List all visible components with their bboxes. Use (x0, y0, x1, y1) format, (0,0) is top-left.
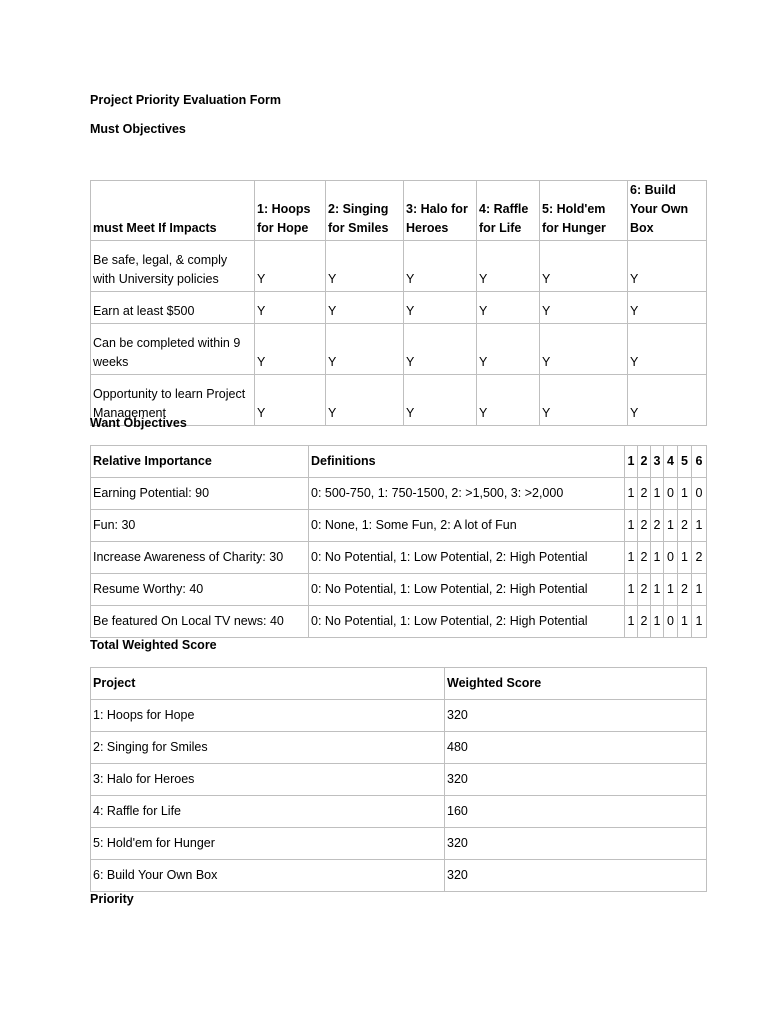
column-header: 4 (664, 446, 678, 478)
table-cell: Y (255, 292, 326, 324)
table-cell: Y (404, 375, 477, 426)
project-cell: 4: Raffle for Life (91, 796, 445, 828)
score-cell: 0 (664, 542, 678, 574)
column-header: 1 (625, 446, 638, 478)
score-cell: 1 (678, 606, 692, 638)
definition-cell: 0: No Potential, 1: Low Potential, 2: High Potential (309, 574, 625, 606)
table-cell: Y (477, 292, 540, 324)
weighted-score-cell: 320 (445, 764, 707, 796)
column-header: must Meet If Impacts (91, 181, 255, 241)
must-objectives-heading: Must Objectives (90, 122, 186, 136)
table-cell: Y (628, 324, 707, 375)
table-row (91, 542, 707, 574)
objective-label: Can be completed within 9 weeks (91, 324, 255, 375)
table-row (91, 732, 707, 764)
want-objectives-table (90, 445, 707, 638)
table-cell: Y (326, 324, 404, 375)
weighted-score-cell: 160 (445, 796, 707, 828)
column-header: Relative Importance (91, 446, 309, 478)
score-cell: 1 (692, 510, 707, 542)
score-cell: 1 (664, 574, 678, 606)
score-cell: 2 (678, 510, 692, 542)
score-cell: 1 (651, 574, 664, 606)
objective-label: Earn at least $500 (91, 292, 255, 324)
table-cell: Y (628, 241, 707, 292)
table-row (91, 606, 707, 638)
table-row (91, 478, 707, 510)
project-cell: 5: Hold'em for Hunger (91, 828, 445, 860)
score-cell: 2 (651, 510, 664, 542)
score-cell: 2 (638, 542, 651, 574)
column-header: 2: Singing for Smiles (326, 181, 404, 241)
column-header: 6: Build Your Own Box (628, 181, 707, 241)
table-row (91, 860, 707, 892)
table-row (91, 241, 707, 292)
table-cell: Y (540, 375, 628, 426)
table-cell: Y (255, 241, 326, 292)
column-header: 3 (651, 446, 664, 478)
weighted-score-cell: 320 (445, 700, 707, 732)
table-row (91, 700, 707, 732)
objective-label: Opportunity to learn Project Management (91, 375, 255, 426)
table-row (91, 828, 707, 860)
table-cell: Y (540, 292, 628, 324)
table-header-row (91, 668, 707, 700)
score-cell: 0 (664, 478, 678, 510)
score-cell: 1 (651, 542, 664, 574)
importance-cell: Increase Awareness of Charity: 30 (91, 542, 309, 574)
importance-cell: Earning Potential: 90 (91, 478, 309, 510)
table-row (91, 510, 707, 542)
importance-cell: Resume Worthy: 40 (91, 574, 309, 606)
table-row (91, 574, 707, 606)
table-cell: Y (628, 292, 707, 324)
column-header: 1: Hoops for Hope (255, 181, 326, 241)
score-cell: 2 (678, 574, 692, 606)
weighted-score-cell: 320 (445, 860, 707, 892)
weighted-score-cell: 320 (445, 828, 707, 860)
project-cell: 6: Build Your Own Box (91, 860, 445, 892)
score-cell: 1 (625, 478, 638, 510)
table-cell: Y (255, 324, 326, 375)
table-cell: Y (326, 241, 404, 292)
score-cell: 2 (638, 606, 651, 638)
score-cell: 1 (692, 574, 707, 606)
score-cell: 1 (678, 542, 692, 574)
importance-cell: Be featured On Local TV news: 40 (91, 606, 309, 638)
table-cell: Y (477, 375, 540, 426)
table-header-row (91, 181, 707, 241)
table-cell: Y (477, 324, 540, 375)
document-title: Project Priority Evaluation Form (90, 93, 282, 107)
table-row (91, 324, 707, 375)
table-row (91, 764, 707, 796)
score-cell: 2 (638, 478, 651, 510)
score-cell: 1 (625, 510, 638, 542)
table-cell: Y (404, 241, 477, 292)
column-header: 4: Raffle for Life (477, 181, 540, 241)
priority-heading: Priority (90, 892, 134, 906)
column-header: 5: Hold'em for Hunger (540, 181, 628, 241)
project-cell: 3: Halo for Heroes (91, 764, 445, 796)
column-header: 6 (692, 446, 707, 478)
table-cell: Y (477, 241, 540, 292)
table-cell: Y (628, 375, 707, 426)
score-cell: 0 (692, 478, 707, 510)
project-cell: 2: Singing for Smiles (91, 732, 445, 764)
column-header: Weighted Score (445, 668, 707, 700)
definition-cell: 0: No Potential, 1: Low Potential, 2: High Potential (309, 606, 625, 638)
want-objectives-heading: Want Objectives (90, 416, 187, 430)
table-row (91, 796, 707, 828)
table-cell: Y (404, 324, 477, 375)
project-cell: 1: Hoops for Hope (91, 700, 445, 732)
score-cell: 1 (651, 478, 664, 510)
score-cell: 0 (664, 606, 678, 638)
table-cell: Y (326, 292, 404, 324)
score-cell: 2 (638, 510, 651, 542)
score-cell: 1 (625, 606, 638, 638)
definition-cell: 0: None, 1: Some Fun, 2: A lot of Fun (309, 510, 625, 542)
total-weighted-score-heading: Total Weighted Score (90, 638, 217, 652)
score-cell: 2 (638, 574, 651, 606)
table-cell: Y (404, 292, 477, 324)
importance-cell: Fun: 30 (91, 510, 309, 542)
must-objectives-table (90, 180, 707, 426)
score-cell: 1 (692, 606, 707, 638)
table-cell: Y (255, 375, 326, 426)
table-cell: Y (326, 375, 404, 426)
table-header-row (91, 446, 707, 478)
column-header: Project (91, 668, 445, 700)
definition-cell: 0: 500-750, 1: 750-1500, 2: >1,500, 3: >2,000 (309, 478, 625, 510)
table-row (91, 292, 707, 324)
column-header: 5 (678, 446, 692, 478)
score-cell: 1 (625, 574, 638, 606)
definition-cell: 0: No Potential, 1: Low Potential, 2: High Potential (309, 542, 625, 574)
objective-label: Be safe, legal, & comply with University policies (91, 241, 255, 292)
score-cell: 1 (625, 542, 638, 574)
table-cell: Y (540, 324, 628, 375)
table-cell: Y (540, 241, 628, 292)
column-header: Definitions (309, 446, 625, 478)
score-cell: 1 (664, 510, 678, 542)
weighted-score-cell: 480 (445, 732, 707, 764)
column-header: 2 (638, 446, 651, 478)
column-header: 3: Halo for Heroes (404, 181, 477, 241)
score-cell: 1 (651, 606, 664, 638)
score-cell: 1 (678, 478, 692, 510)
score-cell: 2 (692, 542, 707, 574)
total-weighted-score-table (90, 667, 707, 892)
